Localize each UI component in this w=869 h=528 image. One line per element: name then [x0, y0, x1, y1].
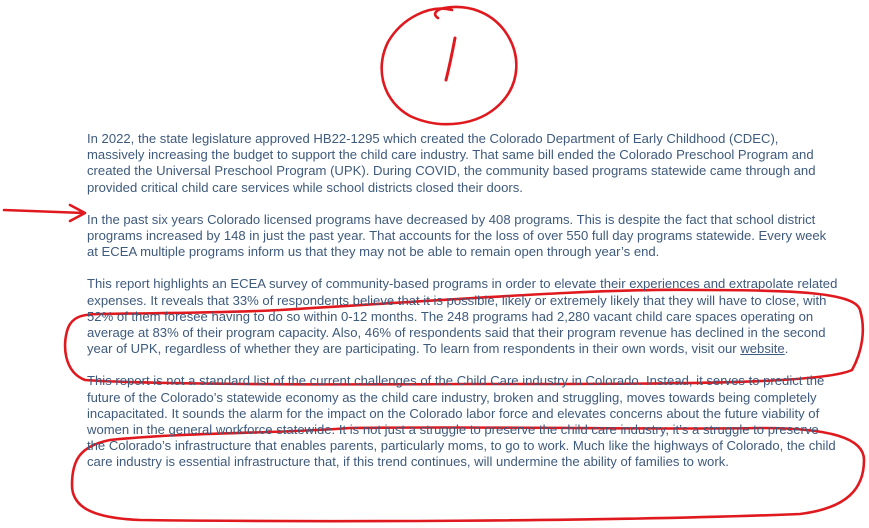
document-body [87, 131, 839, 487]
website-link[interactable]: website [740, 341, 785, 357]
page-number-circle [382, 7, 517, 124]
survey-text: This report highlights an ECEA survey of community-based programs in order to elevate their experiences and extrapolate related expenses. It reveals that 33% of respondents believe that it is possible, likely or extremely likely that they will have to close, with 52% of them foresee having to do so within 0-12 months. The 248 programs had 2,280 vacant child care spaces operating on average at 83% of their program capacity. Also, 46% of respondents said that their program revenue has declined in the second year of UPK, regardless of whether they are participating. To learn from respondents in their own words, visit our [87, 276, 838, 357]
page-number-handwritten [446, 38, 455, 80]
paragraph-economy-impact: This report is not a standard list of the current challenges of the Child Care industry in Colorado. Instead, it serves to predict the future of the Colorado’s statewide economy as the child care industry, broken and struggling, moves towards being completely incapacitated. It sounds the alarm for the impact on the Colorado labor force and elevates concerns about the future viability of women in the general workforce statewide. It is not just a struggle to preserve the child care industry, it’s a struggle to preserve the Colorado’s infrastructure that enables parents, particularly moms, to go to work. Much like the highways of Colorado, the child care industry is essential infrastructure that, if this trend continues, will undermine the ability of families to work. [87, 373, 836, 470]
paragraph-hb22-1295: In 2022, the state legislature approved HB22-1295 which created the Colorado Department of Early Childhood (CDEC), massively increasing the budget to support the child care industry. That same bill ended the Colorado Preschool Program and created the Universal Preschool Program (UPK). During COVID, the community based programs statewide came through and provided critical child care services while school districts closed their doors. [87, 131, 816, 195]
survey-text-end: . [784, 341, 789, 357]
page-number-text: 1 [450, 60, 451, 61]
paragraph-program-decline: In the past six years Colorado licensed programs have decreased by 408 programs. This is despite the fact that school district programs increased by 148 in just the past year. That accounts for the loss of over 550 full day programs statewide. Every week at ECEA multiple programs inform us that they may not be able to remain open through year’s end. [87, 211, 827, 260]
paragraph-survey-findings [87, 276, 839, 357]
arrow-icon [4, 205, 85, 221]
